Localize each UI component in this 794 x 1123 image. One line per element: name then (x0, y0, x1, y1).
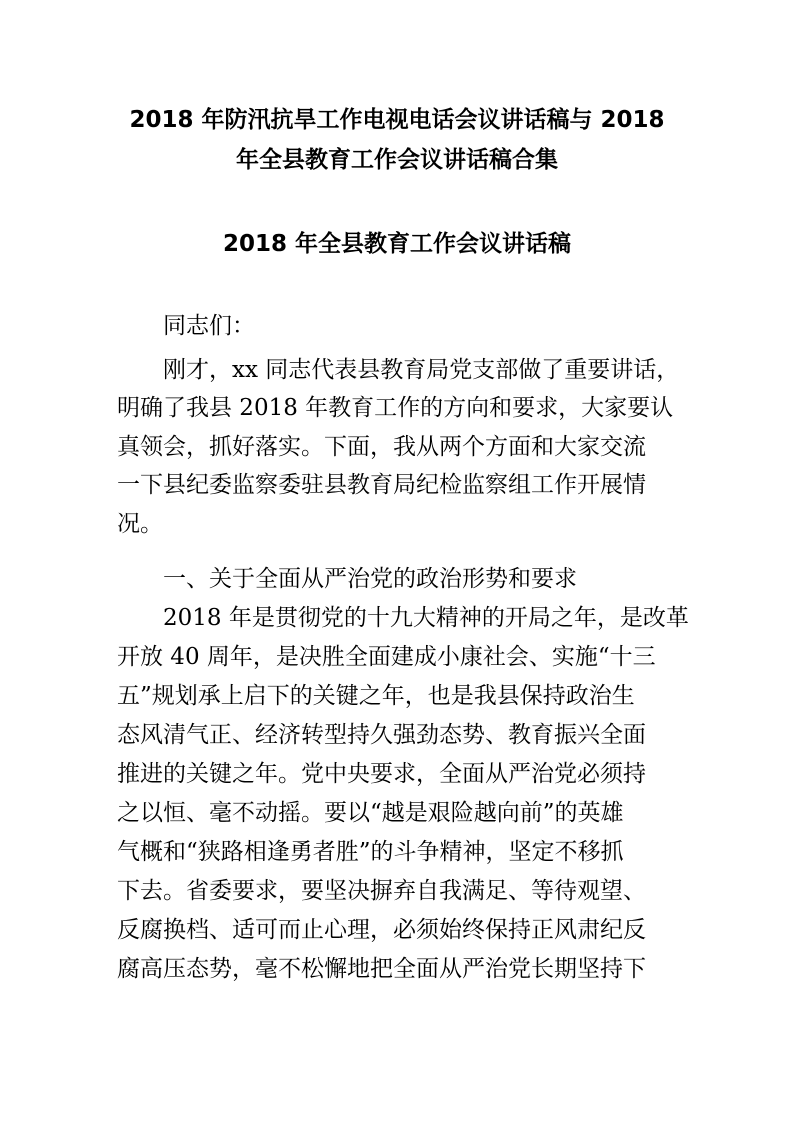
body-line: 刚才，xx 同志代表县教育局党支部做了重要讲话， (117, 357, 680, 383)
body-line: 下去。省委要求，要坚决摒弃自我满足、等待观望、 (117, 878, 646, 904)
body-line: 之以恒、毫不动摇。要以“越是艰险越向前”的英雄 (117, 800, 624, 826)
body-line: 反腐换档、适可而止心理，必须始终保持正风肃纪反 (117, 917, 646, 943)
body-line: 开放 40 周年，是决胜全面建成小康社会、实施“十三 (117, 644, 656, 670)
body-line: 2018 年是贯彻党的十九大精神的开局之年，是改革 (117, 605, 689, 631)
section-title: 2018 年全县教育工作会议讲话稿 (222, 231, 572, 257)
body-line: 真领会，抓好落实。下面，我从两个方面和大家交流 (117, 434, 646, 460)
body-line: 一下县纪委监察委驻县教育局纪检监察组工作开展情 (117, 472, 646, 498)
body-line: 推进的关键之年。党中央要求，全面从严治党必须持 (117, 761, 646, 787)
body-line: 态风清气正、经济转型持久强劲态势、教育振兴全面 (117, 722, 646, 748)
body-line: 况。 (117, 511, 163, 537)
body-line: 同志们： (117, 313, 255, 339)
body-line: 腐高压态势，毫不松懈地把全面从严治党长期坚持下 (117, 956, 646, 982)
body-line: 气概和“狭路相逢勇者胜”的斗争精神，坚定不移抓 (117, 839, 624, 865)
document-title-line-2: 年全县教育工作会议讲话稿合集 (236, 147, 558, 173)
body-line: 五”规划承上启下的关键之年，也是我县保持政治生 (117, 683, 635, 709)
body-line: 明确了我县 2018 年教育工作的方向和要求，大家要认 (117, 395, 674, 421)
body-line: 一、关于全面从严治党的政治形势和要求 (117, 566, 577, 592)
document-title-line-1: 2018 年防汛抗旱工作电视电话会议讲话稿与 2018 (129, 107, 665, 133)
